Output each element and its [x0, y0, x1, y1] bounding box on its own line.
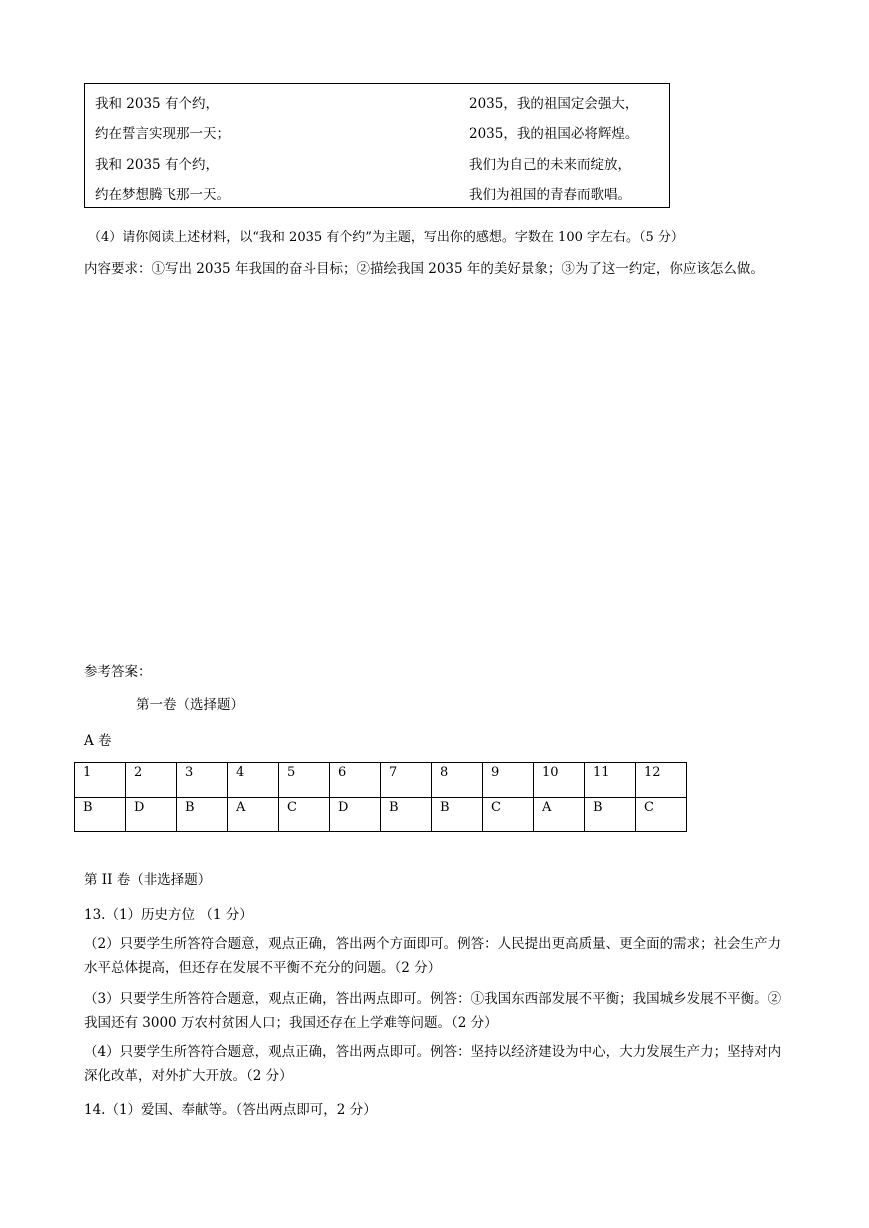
poem-left-line-3: 我和 2035 有个约，: [95, 157, 219, 173]
question-number-cell: 8: [432, 763, 483, 798]
question-number-cell: 9: [483, 763, 534, 798]
content-requirements: 内容要求：①写出 2035 年我国的奋斗目标；②描绘我国 2035 年的美好景象；③为了这一约定，你应该怎么做。: [84, 261, 764, 277]
answer-choice-cell: D: [330, 798, 381, 832]
q13-answer-3: （3）只要学生所答符合题意，观点正确，答出两点即可。例答：①我国东西部发展不平衡；我国城乡发展不平衡。②我国还有 3000 万农村贫困人口；我国还存在上学难等问题。（2 分）: [84, 991, 782, 1031]
section-1-title: 第一卷（选择题）: [136, 697, 244, 713]
question-number-cell: 5: [279, 763, 330, 798]
answer-choice-cell: C: [636, 798, 687, 832]
poem-right-line-2: 2035，我的祖国必将辉煌。: [469, 126, 639, 142]
question-number-cell: 11: [585, 763, 636, 798]
question-number-cell: 4: [228, 763, 279, 798]
answer-choice-cell: B: [585, 798, 636, 832]
question-number-cell: 1: [75, 763, 126, 798]
volume-a-label: A 卷: [84, 733, 112, 749]
answer-choice-cell: A: [534, 798, 585, 832]
answer-choice-cell: B: [177, 798, 228, 832]
poem-box: [84, 83, 670, 208]
answer-table: [74, 762, 687, 832]
answer-choice-cell: B: [75, 798, 126, 832]
question-number-cell: 12: [636, 763, 687, 798]
poem-left-line-1: 我和 2035 有个约，: [95, 96, 219, 112]
answer-choice-cell: A: [228, 798, 279, 832]
q14-answer-1: 14.（1）爱国、奉献等。（答出两点即可，2 分）: [84, 1102, 377, 1118]
answer-table-choice-row: [75, 798, 687, 832]
answer-choice-cell: C: [279, 798, 330, 832]
poem-right-line-1: 2035，我的祖国定会强大，: [469, 96, 639, 112]
question-number-cell: 10: [534, 763, 585, 798]
answer-choice-cell: C: [483, 798, 534, 832]
q13-answer-2: （2）只要学生所答符合题意，观点正确，答出两个方面即可。例答：人民提出更高质量、更全面的需求；社会生产力水平总体提高，但还存在发展不平衡不充分的问题。（2 分）: [84, 936, 782, 976]
answers-heading: 参考答案：: [84, 664, 152, 680]
q13-answer-4: （4）只要学生所答符合题意，观点正确，答出两点即可。例答：坚持以经济建设为中心，大力发展生产力；坚持对内深化改革，对外扩大开放。（2 分）: [84, 1044, 782, 1084]
question-4: （4）请你阅读上述材料，以“我和 2035 有个约”为主题，写出你的感想。字数在 100 字左右。（5 分）: [88, 230, 684, 245]
answer-table-number-row: [75, 763, 687, 798]
poem-left-line-4: 约在梦想腾飞那一天。: [95, 187, 230, 203]
section-2-title: 第 II 卷（非选择题）: [84, 872, 212, 888]
answer-choice-cell: B: [432, 798, 483, 832]
question-number-cell: 6: [330, 763, 381, 798]
poem-left-line-2: 约在誓言实现那一天；: [95, 126, 230, 142]
answer-choice-cell: B: [381, 798, 432, 832]
question-number-cell: 3: [177, 763, 228, 798]
q13-answer-1: 13.（1）历史方位 （1 分）: [84, 907, 253, 923]
poem-right-line-4: 我们为祖国的青春而歌唱。: [469, 187, 631, 203]
question-number-cell: 2: [126, 763, 177, 798]
question-number-cell: 7: [381, 763, 432, 798]
poem-right-line-3: 我们为自己的未来而绽放，: [469, 157, 631, 173]
answer-choice-cell: D: [126, 798, 177, 832]
